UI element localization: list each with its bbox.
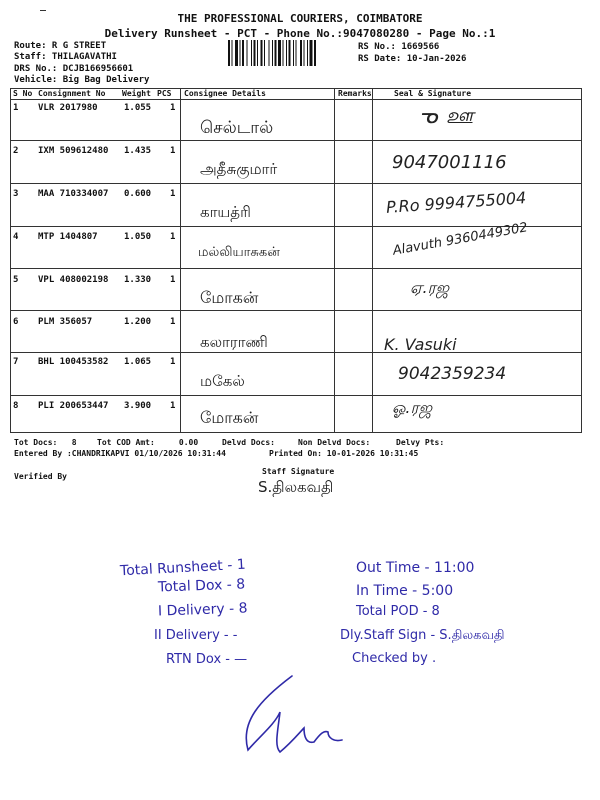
table-row-7-consignee: மகேல்: [200, 372, 245, 390]
rtn-dox: RTN Dox - —: [166, 652, 248, 667]
col-header-pcs: PCS: [157, 89, 172, 98]
signature-scribble: [230, 672, 350, 764]
table-row-7-sno: 7: [13, 357, 19, 367]
i-delivery: I Delivery - 8: [157, 600, 248, 620]
ii-delivery: II Delivery - -: [154, 628, 238, 643]
table-row-3-sno: 3: [13, 189, 19, 199]
table-row-2-cons: IXM 509612480: [38, 146, 109, 156]
rs-no: RS No.: 1669566: [358, 42, 440, 52]
col-header-remarks: Remarks: [338, 89, 372, 98]
table-row-8-seal: ஓ.ரஜ: [392, 398, 433, 417]
table-row-6-sno: 6: [13, 317, 19, 327]
company-title: THE PROFESSIONAL COURIERS, COIMBATORE: [177, 12, 423, 25]
table-row-5-weight: 1.330: [124, 275, 152, 285]
table-row-7-weight: 1.065: [124, 357, 152, 367]
dly-staff-sign: Dly.Staff Sign - S.திலகவதி: [340, 628, 505, 643]
col-header-consignment: Consignment No: [38, 89, 106, 98]
row-divider-6: [10, 352, 582, 353]
dash-mark: [40, 10, 46, 11]
row-divider-5: [10, 310, 582, 311]
in-time: In Time - 5:00: [356, 583, 454, 599]
out-time: Out Time - 11:00: [356, 560, 475, 576]
delvd-docs: Delvd Docs:: [222, 438, 275, 447]
table-row-1-cons: VLR 2017980: [38, 103, 98, 113]
table-row-3-weight: 0.600: [124, 189, 152, 199]
table-row-3-cons: MAA 710334007: [38, 189, 109, 199]
table-row-6-seal: K. Vasuki: [384, 335, 457, 354]
table-row-8-sno: 8: [13, 401, 19, 411]
table-row-4-cons: MTP 1404807: [38, 232, 98, 242]
tot-docs: Tot Docs: 8: [14, 438, 77, 447]
table-row-5-consignee: மோகன்: [200, 288, 259, 307]
table-row-3-seal: P.Ro 9994755004: [385, 188, 527, 217]
header-divider: [10, 99, 582, 100]
col-header-weight: Weight: [122, 89, 151, 98]
col-header-seal: Seal & Signature: [394, 89, 472, 98]
col-header-consignee: Consignee Details: [184, 89, 266, 98]
table-row-7-pcs: 1: [170, 357, 176, 367]
table-row-7-seal: 9042359234: [398, 364, 507, 384]
non-delvd-docs: Non Delvd Docs:: [298, 438, 371, 447]
col-header-sno: S No: [13, 89, 33, 98]
entered-by: Entered By :CHANDRIKAPVI 01/10/2026 10:31:44: [14, 449, 226, 458]
staff-signature-label: Staff Signature: [262, 467, 335, 476]
rs-date: RS Date: 10-Jan-2026: [358, 54, 467, 64]
table-row-6-consignee: கலாராணி: [200, 333, 268, 351]
vehicle-label: Vehicle: Big Bag Delivery: [14, 75, 150, 85]
table-row-6-pcs: 1: [170, 317, 176, 327]
staff-signature: S.திலகவதி: [258, 478, 334, 496]
table-row-5-seal: ஏ.ரஜ: [410, 278, 450, 297]
checked-by: Checked by .: [352, 651, 437, 666]
table-row-5-pcs: 1: [170, 275, 176, 285]
route-label: Route: R G STREET: [14, 41, 107, 51]
table-row-4-pcs: 1: [170, 232, 176, 242]
drs-label: DRS No.: DCJB166956601: [14, 64, 134, 74]
runsheet-subtitle: Delivery Runsheet - PCT - Phone No.:9047080280 - Page No.:1: [104, 27, 496, 40]
verified-by: Verified By: [14, 472, 67, 481]
table-row-1-consignee: செல்டால்: [200, 118, 274, 138]
barcode: [228, 40, 354, 66]
table-row-8-pcs: 1: [170, 401, 176, 411]
row-divider-2: [10, 183, 582, 184]
table-row-4-seal: Alavuth 9360449302: [391, 220, 529, 259]
table-row-2-seal: 9047001116: [392, 152, 507, 173]
table-row-3-pcs: 1: [170, 189, 176, 199]
table-row-2-sno: 2: [13, 146, 19, 156]
row-divider-7: [10, 395, 582, 396]
delvy-pts: Delvy Pts:: [396, 438, 445, 447]
table-row-2-weight: 1.435: [124, 146, 152, 156]
tot-cod-amt: Tot COD Amt: 0.00: [97, 438, 199, 447]
row-divider-4: [10, 268, 582, 269]
table-row-1-pcs: 1: [170, 103, 176, 113]
table-row-8-cons: PLI 200653447: [38, 401, 109, 411]
table-row-4-consignee: மல்லியாசுகன்: [198, 245, 280, 260]
table-row-7-cons: BHL 100453582: [38, 357, 109, 367]
total-runsheet: Total Runsheet - 1: [119, 556, 247, 580]
total-pod: Total POD - 8: [356, 604, 440, 619]
table-row-6-cons: PLM 356057: [38, 317, 93, 327]
table-row-6-weight: 1.200: [124, 317, 152, 327]
table-row-2-pcs: 1: [170, 146, 176, 156]
printed-on: Printed On: 10-01-2026 10:31:45: [269, 449, 419, 458]
table-row-8-consignee: மோகன்: [200, 408, 259, 427]
row-divider-1: [10, 140, 582, 141]
table-row-5-cons: VPL 408002198: [38, 275, 109, 285]
table-row-2-consignee: அதீசுகுமார்: [200, 160, 278, 178]
table-row-3-consignee: காயத்ரி: [200, 203, 251, 221]
table-row-5-sno: 5: [13, 275, 19, 285]
table-row-4-sno: 4: [13, 232, 19, 242]
total-dox: Total Dox - 8: [157, 576, 246, 596]
table-row-1-weight: 1.055: [124, 103, 152, 113]
staff-label: Staff: THILAGAVATHI: [14, 52, 117, 62]
table-row-1-seal: ᓀ ஊ: [420, 104, 474, 129]
table-row-8-weight: 3.900: [124, 401, 152, 411]
table-row-1-sno: 1: [13, 103, 19, 113]
table-row-4-weight: 1.050: [124, 232, 152, 242]
